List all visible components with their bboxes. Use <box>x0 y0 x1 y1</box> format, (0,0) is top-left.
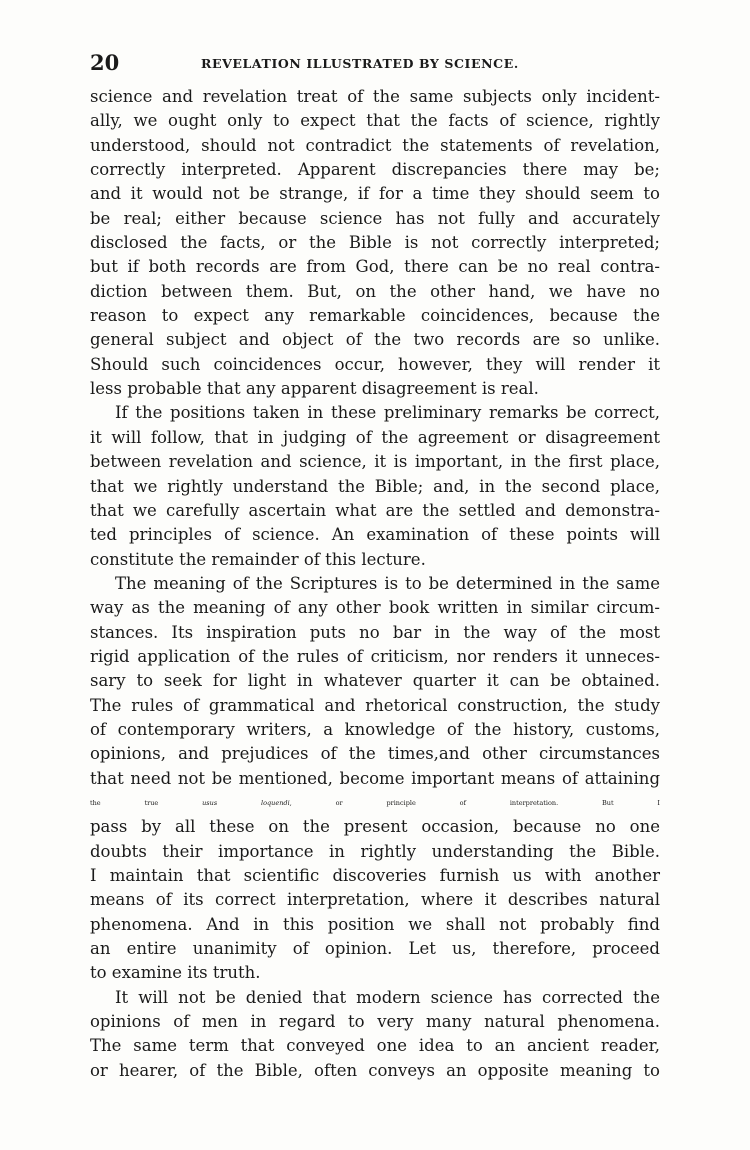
italic-phrase: usus loquendi, <box>202 798 292 807</box>
text-line: but if both records are from God, there can be no real contra- <box>90 257 660 277</box>
text-line: to examine its truth. <box>90 963 261 983</box>
text-line: sary to seek for light in whatever quarter it can be obtained. <box>90 671 660 691</box>
text-line: reason to expect any remarkable coincidences, because the <box>90 306 660 326</box>
page-number: 20 <box>90 50 120 75</box>
text-line: opinions of men in regard to very many natural phenomena. <box>90 1012 660 1032</box>
text-segment: the true <box>90 798 203 807</box>
text-line: Should such coincidences occur, however, they will render it <box>90 354 660 374</box>
text-segment: or principle of interpretation. But I <box>291 798 660 807</box>
text-line: way as the meaning of any other book written in similar circum- <box>90 598 660 618</box>
text-line: I maintain that scientific discoveries furnish us with another <box>90 866 660 885</box>
text-line: that need not be mentioned, become important means of attaining <box>90 768 660 788</box>
paragraph-first-line: It will not be denied that modern science has corrected the <box>115 987 660 1007</box>
text-line: pass by all these on the present occasion, because no one <box>90 817 660 837</box>
text-line: or hearer, of the Bible, often conveys an opposite meaning to <box>90 1060 660 1080</box>
text-line: and it would not be strange, if for a time they should seem to <box>90 184 660 204</box>
text-line: rigid application of the rules of criticism, nor renders it unneces- <box>90 646 660 666</box>
text-line-with-italic <box>90 791 660 815</box>
text-line: The same term that conveyed one idea to an ancient reader, <box>90 1036 660 1056</box>
text-line: ted principles of science. An examination of these points will <box>90 525 660 545</box>
text-line: phenomena. And in this position we shall not probably find <box>90 914 660 934</box>
text-line: that we rightly understand the Bible; and, in the second place, <box>90 476 660 496</box>
text-line: be real; either because science has not fully and accurately <box>90 208 660 228</box>
running-title: REVELATION ILLUSTRATED BY SCIENCE. <box>201 56 519 71</box>
text-line: constitute the remainder of this lecture. <box>90 549 426 569</box>
body-text <box>90 85 660 1083</box>
text-line: science and revelation treat of the same subjects only incident- <box>90 87 660 106</box>
text-line: diction between them. But, on the other hand, we have no <box>90 281 660 301</box>
text-line: less probable that any apparent disagreement is real. <box>90 379 539 399</box>
text-line: doubts their importance in rightly understanding the Bible. <box>90 841 660 861</box>
running-head <box>90 50 660 74</box>
text-line: The rules of grammatical and rhetorical construction, the study <box>90 695 660 715</box>
text-line: ally, we ought only to expect that the facts of science, rightly <box>90 111 660 131</box>
text-line: opinions, and prejudices of the times,and other circumstances <box>90 744 660 764</box>
paragraph-first-line: The meaning of the Scriptures is to be determined in the same <box>115 573 660 593</box>
text-line: it will follow, that in judging of the agreement or disagreement <box>90 427 660 447</box>
text-line: that we carefully ascertain what are the settled and demonstra- <box>90 500 660 520</box>
text-line: an entire unanimity of opinion. Let us, therefore, proceed <box>90 939 660 959</box>
text-line: disclosed the facts, or the Bible is not correctly interpreted; <box>90 233 660 253</box>
text-line: understood, should not contradict the statements of revelation, <box>90 135 660 155</box>
paragraph-first-line: If the positions taken in these preliminary remarks be correct, <box>115 403 660 423</box>
text-line: general subject and object of the two records are so unlike. <box>90 330 660 350</box>
text-line: means of its correct interpretation, where it describes natural <box>90 890 660 910</box>
text-line: correctly interpreted. Apparent discrepancies there may be; <box>90 160 660 180</box>
text-line: stances. Its inspiration puts no bar in the way of the most <box>90 622 660 642</box>
text-line: between revelation and science, it is important, in the first place, <box>90 452 660 472</box>
text-line: of contemporary writers, a knowledge of the history, customs, <box>90 719 660 739</box>
